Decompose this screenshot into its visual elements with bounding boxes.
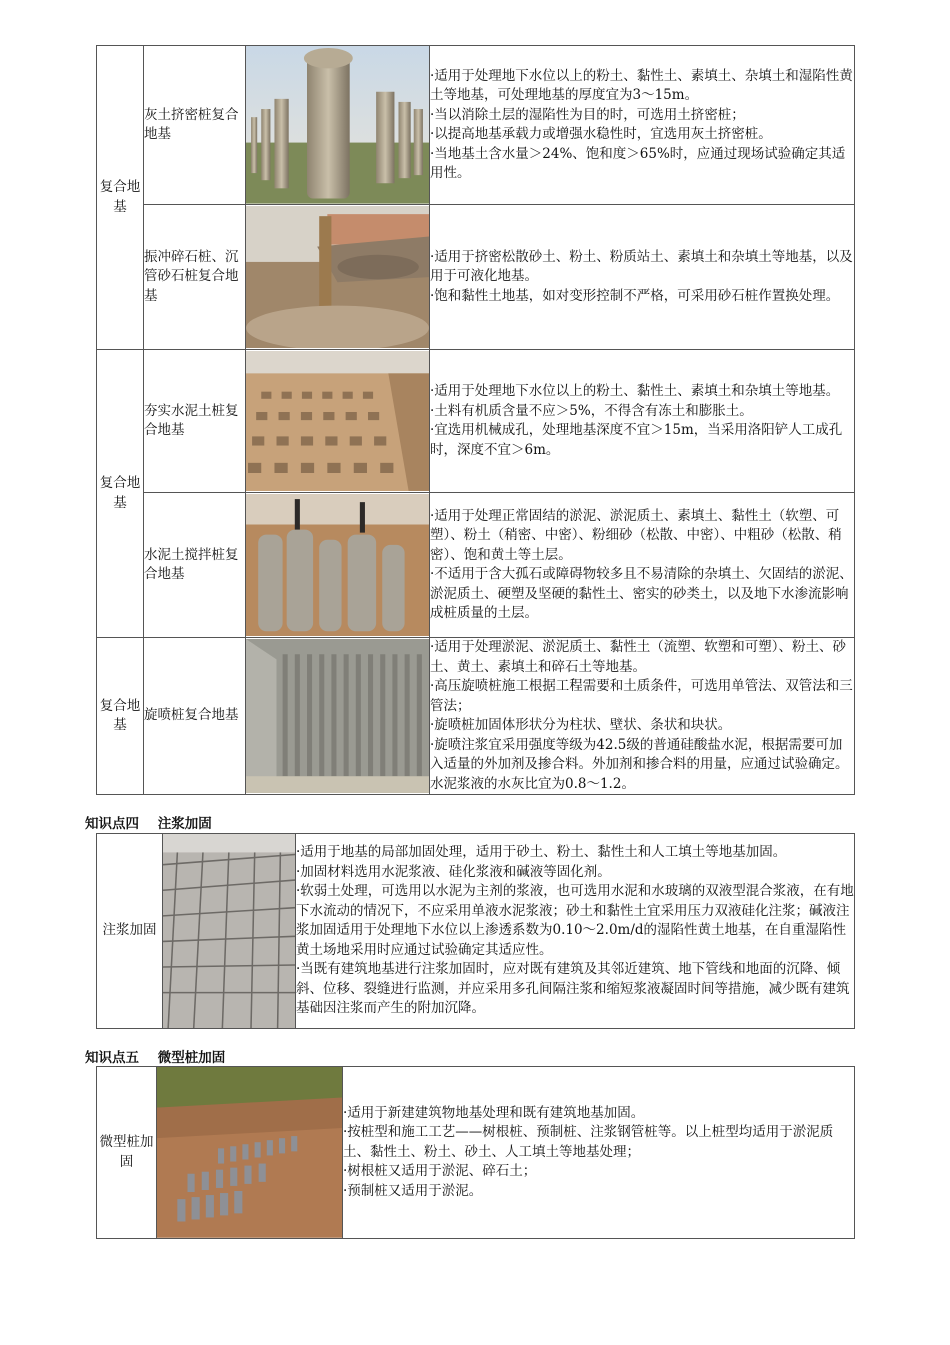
method-name: 水泥土搅拌桩复合地基 [144, 493, 246, 638]
bullet: ·旋喷桩加固体形状分为柱状、壁状、条状和块状。 [430, 717, 732, 733]
photo-cell [246, 493, 430, 638]
gravel-pile-construction-photo [246, 206, 429, 348]
bullet: ·适用于处理地下水位以上的粉土、黏性土、素填土、杂填土和湿陷性黄土等地基，可处理地基的厚度宜为3～15m。 [430, 67, 853, 103]
bullet: ·加固材料选用水泥浆液、硅化浆液和碱液等固化剂。 [296, 863, 611, 880]
table-row [97, 493, 855, 638]
bullet: ·软弱土处理，可选用以水泥为主剂的浆液，也可选用水泥和水玻璃的双液型混合浆液，在有地下水流动的情况下，不应采用单液水泥浆液；砂土和黏性土宜采用压力双液硅化注浆；碱液注浆加固适用于处理地下水位以上渗透系数为0.10～2.0m/d的湿陷性黄土地基，在自重湿陷性黄土场地采用时应通过试验确定其适应性。 [296, 883, 854, 958]
category-label: 微型桩加固 [99, 1134, 154, 1170]
micropile-table [96, 1066, 855, 1239]
bullet: ·高压旋喷桩施工根据工程需要和土质条件，可选用单管法、双管法和三管法； [430, 678, 853, 714]
bullet: ·适用于挤密松散砂土、粉土、粉质站土、素填土和杂填土等地基，以及用于可液化地基。 [430, 248, 853, 285]
bullet: ·适用于地基的局部加固处理，适用于砂土、粉土、黏性土和人工填土等地基加固。 [296, 844, 787, 861]
micropile-pipes-photo [157, 1067, 342, 1238]
bullet: ·以提高地基承载力或增强水稳性时，宜选用灰土挤密桩。 [430, 126, 772, 142]
lime-soil-compaction-piles-photo [246, 46, 429, 204]
bullet: ·当地基土含水量＞24%、饱和度＞65%时，应通过现场试验确定其适用性。 [430, 145, 846, 181]
description-cell [296, 834, 855, 1029]
category-label: 注浆加固 [102, 922, 157, 939]
table-row [97, 205, 855, 350]
bullet: ·土料有机质含量不应＞5%，不得含有冻土和膨胀土。 [430, 402, 753, 419]
category-cell [97, 46, 144, 350]
photo-cell [246, 46, 430, 205]
bullet: ·不适用于含大孤石或障碍物较多且不易清除的杂填土、欠固结的淤泥、淤泥质土、硬塑及坚硬的黏性土、密实的砂类土，以及地下水渗流影响成桩质量的土层。 [430, 566, 853, 621]
grouting-table [96, 833, 855, 1029]
table-row [97, 1067, 855, 1239]
bullet: ·预制桩又适用于淤泥。 [343, 1182, 483, 1199]
photo-cell [246, 638, 430, 795]
bullet: ·适用于处理正常固结的淤泥、淤泥质土、素填土、黏性土（软塑、可塑）、粉土（稍密、中密）、粉细砂（松散、中密）、中粗砂（松散、稍密）、饱和黄土等土层。 [430, 507, 842, 563]
method-name: 灰土挤密桩复合地基 [144, 46, 246, 205]
category-cell [97, 1067, 157, 1239]
photo-cell [163, 834, 296, 1029]
category-label: 复合地基 [99, 697, 141, 733]
section-heading: 知识点五 微型桩加固 [85, 1050, 226, 1066]
grouted-ground-surface-photo [163, 834, 295, 1028]
table-row [97, 350, 855, 493]
bullet: ·当既有建筑地基进行注浆加固时，应对既有建筑及其邻近建筑、地下管线和地面的沉降、倾斜、位移、裂缝进行监测，并应采用多孔间隔注浆和缩短浆液凝固时间等措施，减少既有建筑基础因注浆而产生的附加沉降。 [296, 961, 850, 1017]
bullet: ·适用于处理淤泥、淤泥质土、黏性土（流塑、软塑和可塑）、粉土、砂土、黄土、素填土和碎石土等地基。 [430, 639, 847, 675]
description-cell [430, 205, 855, 350]
category-cell [97, 638, 144, 795]
bullet: ·按桩型和施工工艺——树根桩、预制桩、注浆钢管桩等。以上桩型均适用于淤泥质土、黏性土、粉土、砂土、人工填土等地基处理； [343, 1124, 834, 1160]
bullet: ·当以消除土层的湿陷性为目的时，可选用土挤密桩； [430, 106, 745, 123]
description-cell [430, 638, 855, 795]
bullet: ·宜选用机械成孔，处理地基深度不宜＞15m，当采用洛阳铲人工成孔时，深度不宜＞6m。 [430, 422, 843, 458]
category-cell [97, 834, 163, 1029]
cement-soil-mixing-piles-photo [246, 494, 429, 636]
photo-cell [157, 1067, 343, 1239]
table-row [97, 834, 855, 1029]
section-heading: 知识点四 注浆加固 [85, 816, 212, 832]
bullet: ·旋喷注浆宜采用强度等级为42.5级的普通硅酸盐水泥，根据需要可加入适量的外加剂及掺合料。外加剂和掺合料的用量，应通过试验确定。水泥浆液的水灰比宜为0.8～1.2。 [430, 736, 849, 792]
bullet: ·树根桩又适用于淤泥、碎石土； [343, 1163, 537, 1180]
category-label: 复合地基 [99, 475, 141, 511]
bullet: ·适用于处理地下水位以上的粉土、黏性土、素填土和杂填土等地基。 [430, 383, 840, 399]
composite-foundation-table [96, 45, 855, 795]
bullet: ·适用于新建建筑物地基处理和既有建筑地基加固。 [343, 1104, 645, 1121]
photo-cell [246, 205, 430, 350]
method-name: 振冲碎石桩、沉管砂石桩复合地基 [144, 205, 246, 350]
category-label: 复合地基 [99, 179, 141, 215]
method-name: 旋喷桩复合地基 [144, 638, 246, 795]
photo-cell [246, 350, 430, 493]
bullet: ·饱和黏性土地基，如对变形控制不严格，可采用砂石桩作置换处理。 [430, 287, 840, 304]
description-cell [430, 350, 855, 493]
rammed-cement-soil-piles-photo [246, 351, 429, 491]
table-row [97, 46, 855, 205]
description-cell [343, 1067, 855, 1239]
jet-grouting-pile-wall-photo [246, 639, 429, 794]
method-name: 夯实水泥土桩复合地基 [144, 350, 246, 493]
category-cell [97, 350, 144, 638]
description-cell [430, 46, 855, 205]
table-row [97, 638, 855, 795]
description-cell [430, 493, 855, 638]
